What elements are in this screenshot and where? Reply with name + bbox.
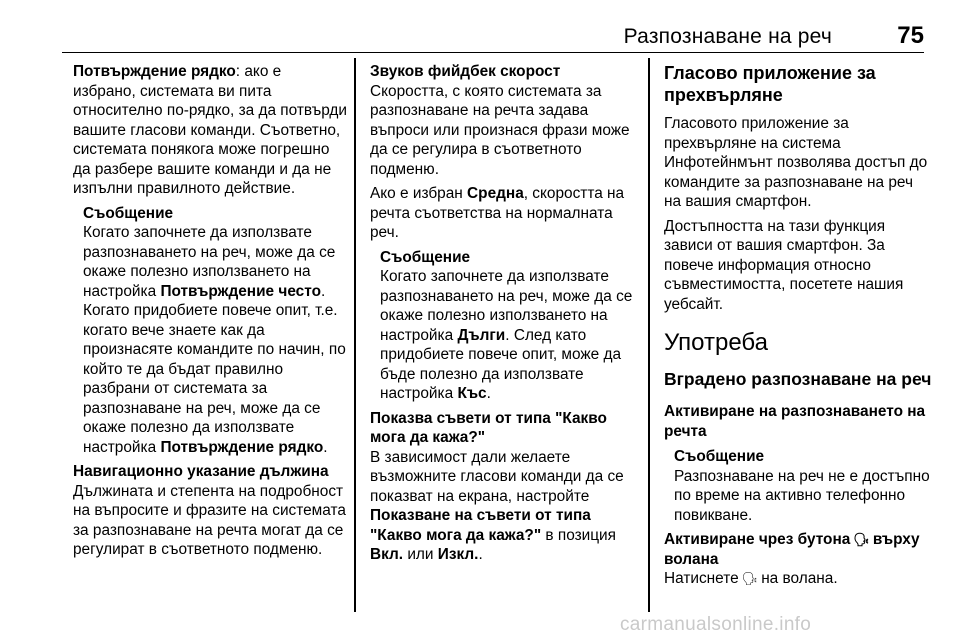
paragraph: Скоростта, с която системата за разпознаване на речта задава въпроси или произнася фрази може да се регулира в съответното подменю. bbox=[370, 82, 630, 178]
note-text: Разпознаване на реч не е достъпно по време на активно телефонно повикване. bbox=[674, 467, 930, 524]
section-heading: Активиране чрез бутона 🗣︎ върху волана bbox=[664, 531, 920, 568]
note-text: Когато започнете да използвате разпознаването на реч, може да се окаже полезно използването на настройка Потвърждение често. bbox=[83, 224, 336, 300]
page-title: Разпознаване на реч bbox=[623, 25, 832, 48]
page-number: 75 bbox=[897, 22, 924, 49]
section-heading: Активиране на разпознаването на речта bbox=[664, 403, 926, 440]
voice-command-icon: 🗣︎ bbox=[853, 532, 870, 547]
column-divider bbox=[648, 58, 650, 612]
paragraph: Дължината и степента на подробност на въпросите и фразите на системата за разпознаване на речта могат да се регулират в съответното подменю. bbox=[73, 482, 346, 558]
note-box bbox=[674, 447, 934, 525]
section-heading: Навигационно указание дължина bbox=[73, 463, 329, 480]
column-3 bbox=[664, 62, 934, 594]
section-title: Гласово приложение за прехвърляне bbox=[664, 63, 876, 105]
note-heading: Съобщение bbox=[83, 204, 174, 222]
section-heading: Звуков фийдбек скорост bbox=[370, 63, 561, 80]
column-2 bbox=[370, 62, 634, 570]
subchapter-heading: Вградено разпознаване на реч bbox=[664, 369, 932, 389]
page-header bbox=[62, 14, 924, 53]
paragraph: Натиснете 🗣︎ на волана. bbox=[664, 570, 838, 587]
note-heading: Съобщение bbox=[380, 248, 471, 266]
note-text: Когато започнете да използвате разпознаването на реч, може да се окаже полезно използването на настройка Дълги. След като придобиете повече опит, може да бъде полезно да използвате настройка Къс. bbox=[380, 268, 633, 402]
note-text: Когато придобиете повече опит, т.е. когато вече знаете как да произнасяте командите по начин, по който те да бъдат правилно разбрани от системата за разпознаване на реч, може да се окаже полезно да използвате настройка Потвърждение рядко. bbox=[83, 302, 346, 456]
paragraph: В зависимост дали желаете възможните гласови команди да се показват на екрана, настройте Показване на съвети от типа "Какво мога да кажа?" в позиция Вкл. или Изкл.. bbox=[370, 448, 624, 563]
paragraph: Ако е избран Средна, скоростта на речта съответства на нормалната реч. bbox=[370, 185, 625, 241]
column-1 bbox=[73, 62, 347, 565]
chapter-heading: Употреба bbox=[664, 329, 768, 356]
paragraph: Гласовото приложение за прехвърляне на система Инфотейнмънт позволява достъп до командите за разпознаване на реч на вашия смартфон. bbox=[664, 115, 928, 210]
watermark: carmanualsonline.info bbox=[620, 614, 812, 635]
voice-command-icon: 🗣︎ bbox=[741, 571, 759, 586]
paragraph: Потвърждение рядко: ако е избрано, системата ви пита относително по-рядко, за да потвърди вашите гласови команди. Съответно, системата понякога може погрешно да разбере вашите команди и да не изпълни правилното действие. bbox=[73, 63, 347, 197]
section-heading: Показва съвети от типа "Какво мога да кажа?" bbox=[370, 409, 607, 446]
column-divider bbox=[354, 58, 356, 612]
note-box bbox=[83, 204, 347, 458]
paragraph: Достъпността на тази функция зависи от вашия смартфон. За повече информация относно съвместимостта, посетете нашия уебсайт. bbox=[664, 217, 904, 313]
note-heading: Съобщение bbox=[674, 448, 765, 465]
note-box bbox=[380, 248, 634, 404]
